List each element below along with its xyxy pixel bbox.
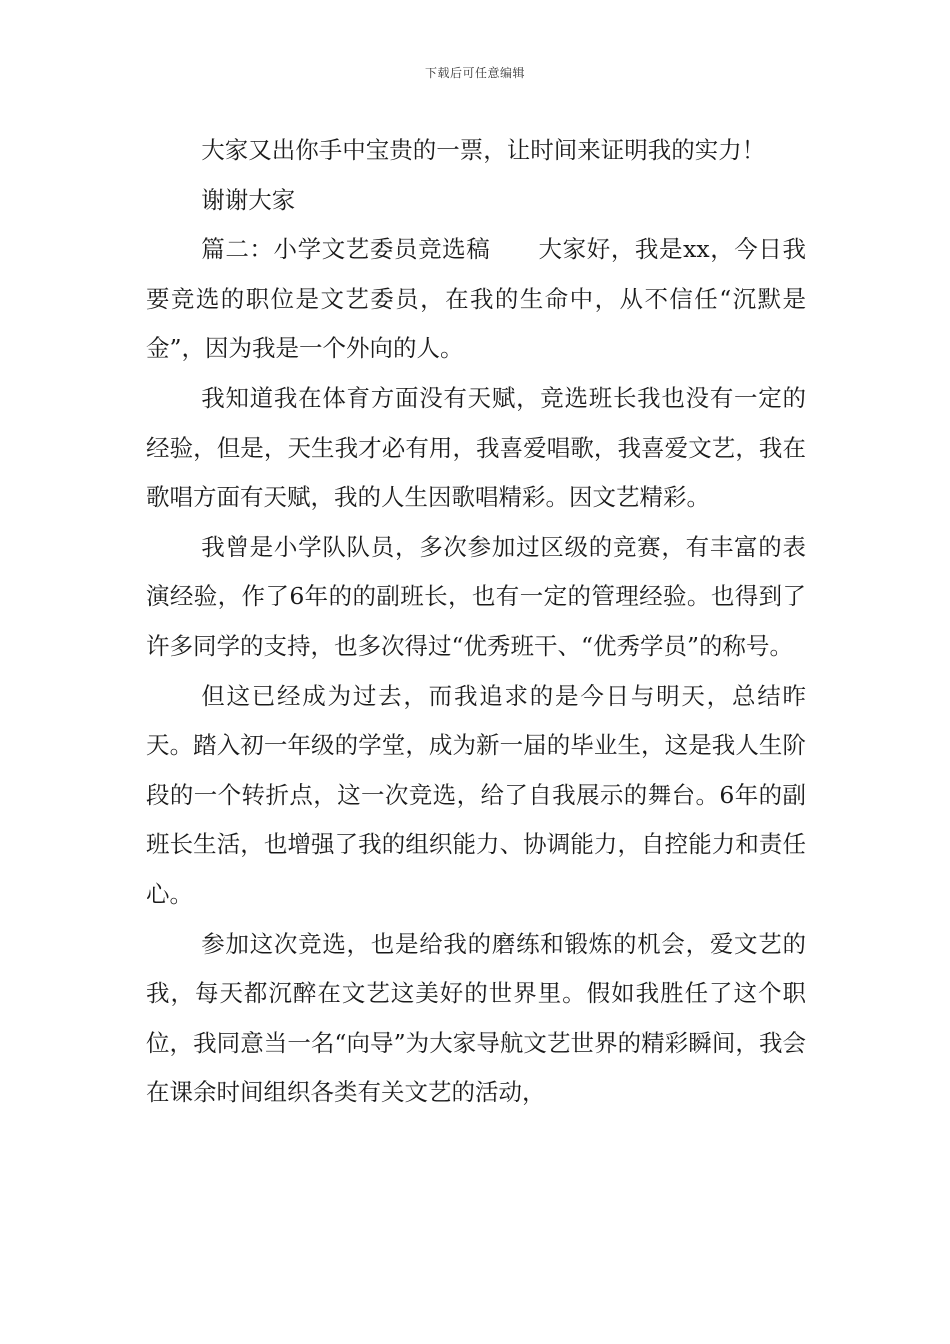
paragraph-experience: 我曾是小学队队员，多次参加过区级的竞赛，有丰富的表演经验，作了6年的的副班长，也有一定的管理经验。也得到了许多同学的支持，也多次得过“优秀班干、“优秀学员”的称号。 (146, 532, 806, 660)
paragraph-future: 但这已经成为过去，而我追求的是今日与明天，总结昨天。踏入初一年级的学堂，成为新一届的毕业生，这是我人生阶段的一个转折点，这一次竞选，给了自我展示的舞台。6年的副班长生活，也增强了我的组织能力、协调能力，自控能力和责任心。 (146, 681, 806, 908)
paragraph-opportunity: 参加这次竞选，也是给我的磨练和锻炼的机会，爱文艺的我，每天都沉醉在文艺这美好的世界里。假如我胜任了这个职位，我同意当一名“向导”为大家导航文艺世界的精彩瞬间，我会在课余时间组织各类有关文艺的活动， (146, 929, 806, 1107)
paragraph-part-two-intro: 篇二：小学文艺委员竞选稿 大家好，我是xx，今日我要竞选的职位是文艺委员，在我的生命中，从不信任“沉默是金”，因为我是一个外向的人。 (146, 235, 806, 363)
paragraph-talent: 我知道我在体育方面没有天赋，竞选班长我也没有一定的经验，但是，天生我才必有用，我喜爱唱歌，我喜爱文艺，我在歌唱方面有天赋，我的人生因歌唱精彩。因文艺精彩。 (146, 383, 806, 512)
document-body (146, 126, 806, 1118)
paragraph-thanks: 谢谢大家 (201, 185, 296, 214)
page-header-note: 下载后可任意编辑 (424, 66, 525, 80)
paragraph-vote-appeal: 大家又出你手中宝贵的一票，让时间来证明我的实力！ (201, 136, 766, 164)
